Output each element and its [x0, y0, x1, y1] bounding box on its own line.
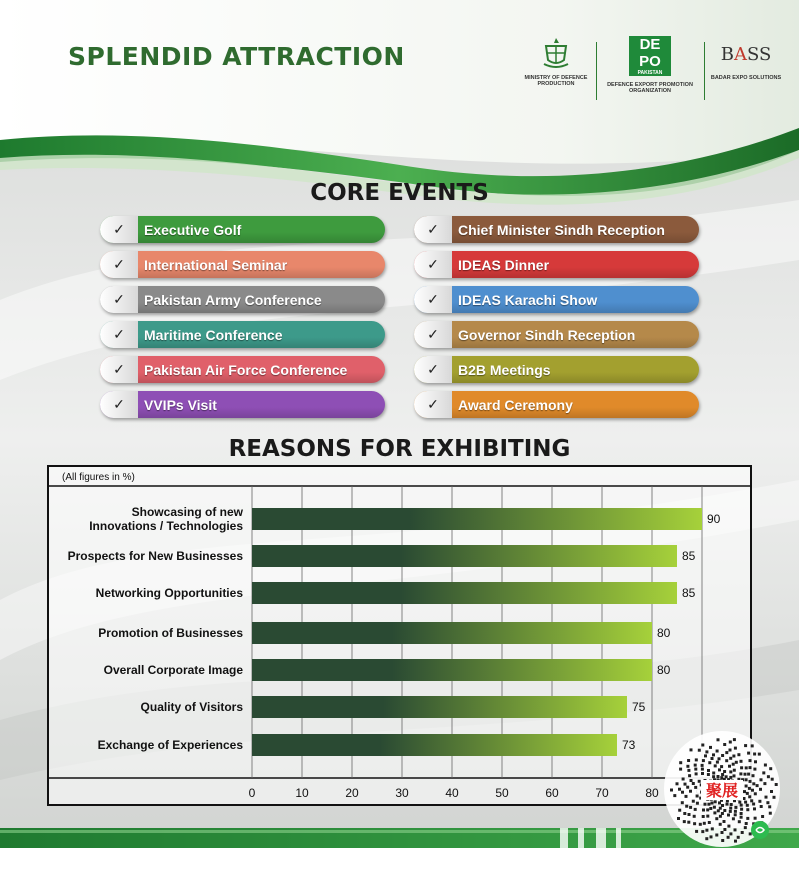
check-icon: ✓	[100, 216, 138, 243]
event-label: Pakistan Air Force Conference	[144, 361, 348, 378]
bar	[252, 622, 652, 644]
event-label: Executive Golf	[144, 221, 242, 238]
page-title: SPLENDID ATTRACTION	[68, 42, 405, 71]
bar-value-label: 80	[657, 663, 671, 677]
chart-note: (All figures in %)	[62, 472, 135, 483]
depo-caption: DEFENCE EXPORT PROMOTION ORGANIZATION	[607, 82, 693, 94]
event-label: IDEAS Karachi Show	[458, 291, 598, 308]
core-events-heading: CORE EVENTS	[310, 180, 489, 206]
category-label: Quality of Visitors	[140, 700, 243, 714]
event-label: VVIPs Visit	[144, 396, 217, 413]
check-icon: ✓	[100, 251, 138, 278]
depo-logo-icon: DE PO PAKISTAN	[629, 36, 671, 76]
x-tick-label: 0	[248, 786, 256, 800]
check-icon: ✓	[414, 251, 452, 278]
qr-label: 聚展	[705, 781, 739, 800]
bar	[252, 545, 677, 567]
x-tick-label: 70	[595, 786, 609, 800]
x-tick-label: 20	[345, 786, 359, 800]
bar-value-label: 80	[657, 626, 671, 640]
check-icon: ✓	[414, 356, 452, 383]
ministry-caption: MINISTRY OF DEFENCE PRODUCTION	[524, 75, 588, 87]
bar-value-label: 85	[682, 586, 696, 600]
check-icon: ✓	[100, 321, 138, 348]
x-tick-label: 50	[495, 786, 509, 800]
x-tick-label: 10	[295, 786, 309, 800]
event-label: IDEAS Dinner	[458, 256, 550, 273]
qr-code-icon	[663, 730, 781, 848]
category-label: Overall Corporate Image	[103, 663, 243, 677]
category-label: Prospects for New Businesses	[67, 549, 243, 563]
reasons-heading: REASONS FOR EXHIBITING	[228, 436, 571, 462]
check-icon: ✓	[414, 321, 452, 348]
event-label: Award Ceremony	[458, 396, 573, 413]
bar-value-label: 73	[622, 738, 636, 752]
bar-value-label: 85	[682, 549, 696, 563]
event-label: Pakistan Army Conference	[144, 291, 322, 308]
check-icon: ✓	[100, 286, 138, 313]
bar-value-label: 90	[707, 512, 721, 526]
category-label: Showcasing of new	[131, 505, 243, 519]
bar	[252, 659, 652, 681]
check-icon: ✓	[100, 391, 138, 418]
event-label: B2B Meetings	[458, 361, 551, 378]
x-tick-label: 30	[395, 786, 409, 800]
x-tick-label: 40	[445, 786, 459, 800]
category-label: Promotion of Businesses	[98, 626, 243, 640]
badar-caption: BADAR EXPO SOLUTIONS	[710, 75, 782, 81]
check-icon: ✓	[414, 391, 452, 418]
x-tick-label: 60	[545, 786, 559, 800]
category-label: Innovations / Technologies	[89, 519, 243, 533]
category-label: Networking Opportunities	[95, 586, 243, 600]
bar	[252, 508, 702, 530]
event-label: International Seminar	[144, 256, 288, 273]
bar-value-label: 75	[632, 700, 646, 714]
event-label: Maritime Conference	[144, 326, 283, 343]
event-label: Chief Minister Sindh Reception	[458, 221, 665, 238]
bar	[252, 582, 677, 604]
check-icon: ✓	[100, 356, 138, 383]
badar-logo-icon: BASS	[720, 44, 772, 65]
check-icon: ✓	[414, 216, 452, 243]
check-icon: ✓	[414, 286, 452, 313]
event-label: Governor Sindh Reception	[458, 326, 636, 343]
bar	[252, 734, 617, 756]
x-tick-label: 80	[645, 786, 659, 800]
category-label: Exchange of Experiences	[97, 738, 243, 752]
bar	[252, 696, 627, 718]
